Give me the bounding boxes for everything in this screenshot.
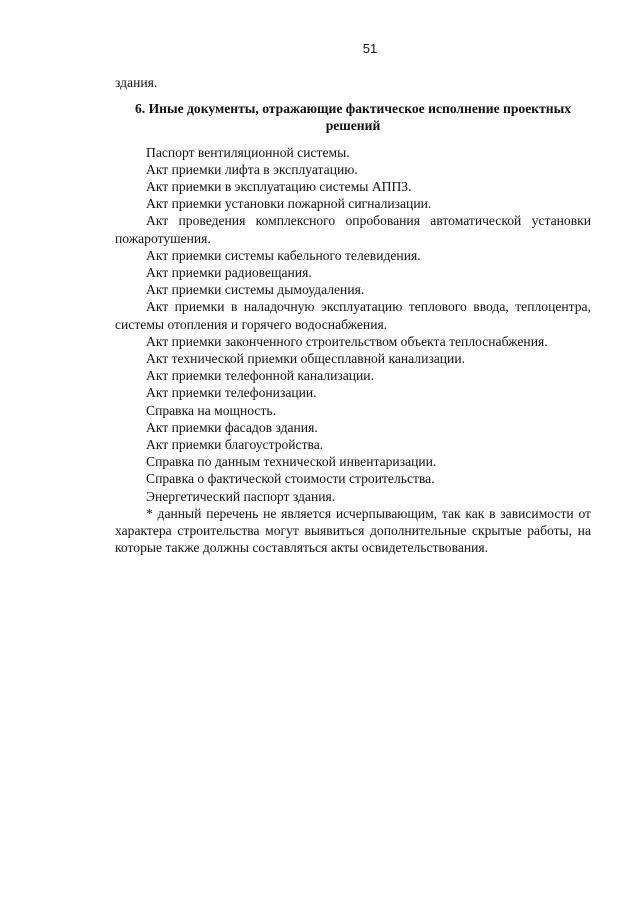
list-item: Справка на мощность.: [146, 402, 276, 418]
list-item: Акт приемки радиовещания.: [146, 265, 312, 281]
list-item: Акт приемки установки пожарной сигнализации.: [146, 196, 432, 212]
list-item: Акт приемки в эксплуатацию системы АППЗ.: [146, 179, 412, 195]
list-item: Акт приемки законченного строительством объекта теплоснабжения.: [146, 333, 548, 349]
list-item: Справка о фактической стоимости строительства.: [146, 471, 435, 487]
list-item: Акт приемки в наладочную эксплуатацию теплового ввода, теплоцентра, системы отопления и горячего водоснабжения.: [115, 299, 591, 332]
list-item: Энергетический паспорт здания.: [146, 488, 336, 504]
list-item: Паспорт вентиляционной системы.: [146, 144, 350, 160]
list-item: Акт приемки телефонной канализации.: [146, 368, 374, 384]
footnote: * данный перечень не является исчерпывающим, так как в зависимости от характера строительства могут выявиться дополнительные скрытые работы, на которые также должны составляться акты освидетельствования.: [115, 505, 591, 556]
page-number: 51: [362, 41, 378, 56]
section-heading: 6. Иные документы, отражающие фактическое исполнение проектных решений: [135, 101, 571, 134]
list-item: Акт приемки благоустройства.: [146, 437, 324, 453]
list-item: Акт приемки системы дымоудаления.: [146, 282, 365, 298]
list-item: Акт проведения комплексного опробования автоматической установки пожаротушения.: [115, 213, 591, 246]
list-item: Акт приемки лифта в эксплуатацию.: [146, 161, 358, 177]
documents-list: [115, 144, 591, 505]
list-item: Акт приемки телефонизации.: [146, 385, 317, 401]
list-item: Акт приемки системы кабельного телевидения.: [146, 247, 421, 263]
list-item: Акт технической приемки общесплавной канализации.: [146, 351, 465, 367]
carry-over-text: здания.: [115, 75, 158, 90]
document-body: [115, 74, 591, 556]
list-item: Акт приемки фасадов здания.: [146, 419, 318, 435]
list-item: Справка по данным технической инвентаризации.: [146, 454, 437, 470]
